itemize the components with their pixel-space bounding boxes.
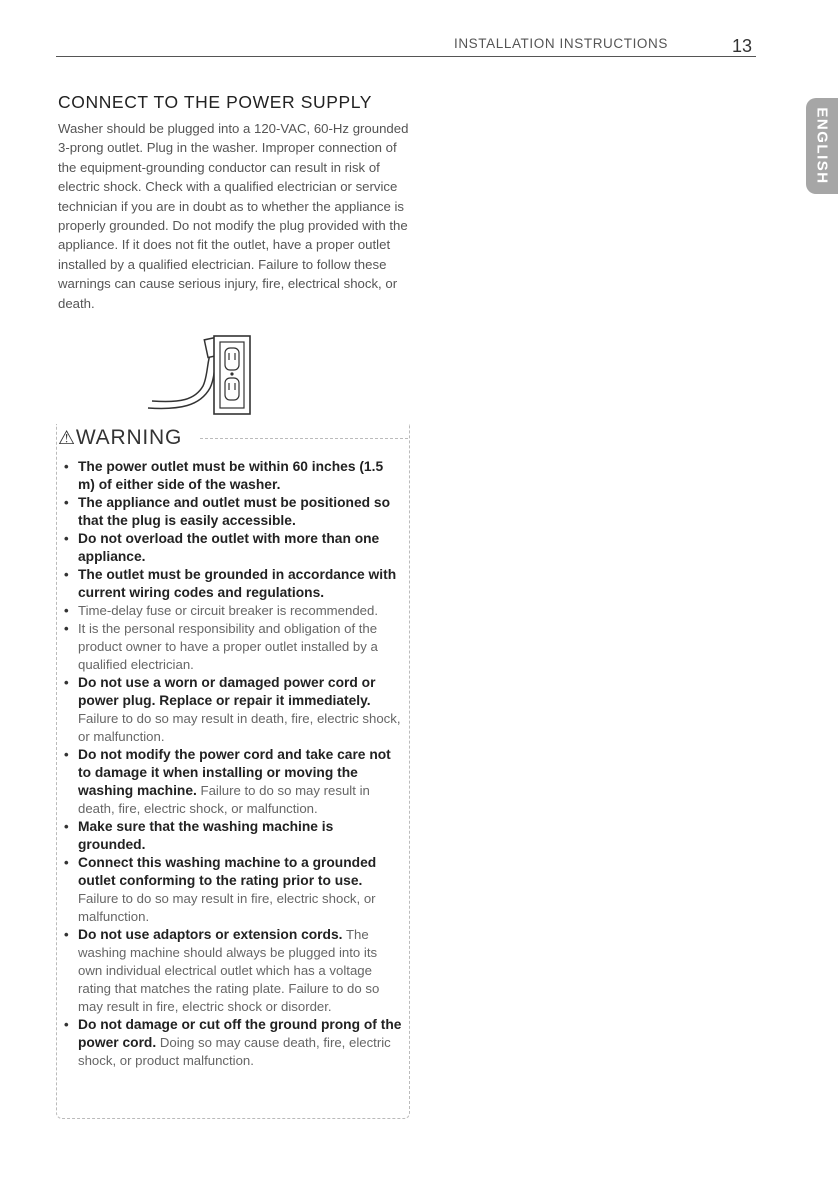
warning-item [62, 566, 402, 602]
warning-item [62, 620, 402, 674]
warning-item-bold: Do not use adaptors or extension cords. [78, 927, 343, 942]
warning-divider [200, 438, 408, 439]
warning-item-text: It is the personal responsibility and obligation of the product owner to have a proper outlet installed by a qualified electrician. [78, 621, 378, 672]
warning-item-bold: The power outlet must be within 60 inches (1.5 m) of either side of the washer. [78, 459, 384, 492]
warning-item-bold: The appliance and outlet must be positioned so that the plug is easily accessible. [78, 495, 390, 528]
warning-item-text: Failure to do so may result in death, fire, electric shock, or malfunction. [78, 783, 370, 816]
header-rule [56, 56, 756, 57]
section-title: CONNECT TO THE POWER SUPPLY [58, 92, 373, 112]
power-outlet-illustration [140, 328, 280, 418]
warning-item [62, 1016, 402, 1070]
warning-item-bold: Do not damage or cut off the ground prong of the power cord. [78, 1017, 402, 1050]
warning-item [62, 602, 402, 620]
warning-item-text: Time-delay fuse or circuit breaker is recommended. [78, 603, 379, 618]
page-header [56, 30, 756, 58]
warning-item-text: Doing so may cause death, fire, electric shock, or product malfunction. [78, 1035, 391, 1068]
warning-item-bold: Do not overload the outlet with more than one appliance. [78, 531, 380, 564]
language-tab [806, 98, 838, 194]
warning-item [62, 746, 402, 818]
warning-heading [58, 426, 188, 450]
warning-item-bold: Connect this washing machine to a grounded outlet conforming to the rating prior to use. [78, 855, 377, 888]
warning-heading-text: WARNING [75, 426, 183, 449]
warning-item [62, 530, 402, 566]
warning-item-text: The washing machine should always be plugged into its own individual electrical outlet which has a voltage rating that matches the rating plate. Failure to do so may result in fire, electric shock or disorder. [78, 927, 380, 1014]
warning-item-text: Failure to do so may result in death, fire, electric shock, or malfunction. [78, 711, 401, 744]
warning-item [62, 854, 402, 926]
warning-item [62, 926, 402, 1016]
warning-item-bold: Do not use a worn or damaged power cord or power plug. Replace or repair it immediately. [78, 675, 376, 708]
header-section-title: INSTALLATION INSTRUCTIONS [453, 36, 668, 51]
warning-item-bold: Make sure that the washing machine is grounded. [78, 819, 334, 852]
warning-item [62, 458, 402, 494]
language-tab-label: ENGLISH [813, 107, 831, 185]
warning-item [62, 494, 402, 530]
warning-item [62, 674, 402, 746]
warning-item-bold: The outlet must be grounded in accordance with current wiring codes and regulations. [78, 567, 397, 600]
page-number: 13 [731, 36, 752, 56]
warning-item [62, 818, 402, 854]
section-body: Washer should be plugged into a 120-VAC, 60-Hz grounded 3-prong outlet. Plug in the washer. Improper connection of the equipment-grounding conductor can result in risk of electric shock. Check with a qualified electrician or service technician if you are in doubt as to whether the appliance is properly grounded. Do not modify the plug provided with the appliance. If it does not fit the outlet, have a proper outlet installed by a qualified electrician. Failure to follow these warnings can cause serious injury, fire, electrical shock, or death. [58, 121, 409, 311]
warning-triangle-icon: ⚠ [58, 428, 76, 449]
warning-item-text: Failure to do so may result in fire, electric shock, or malfunction. [78, 891, 376, 924]
warning-list [62, 458, 402, 1070]
warning-item-bold: Do not modify the power cord and take care not to damage it when installing or moving the washing machine. [78, 747, 391, 798]
